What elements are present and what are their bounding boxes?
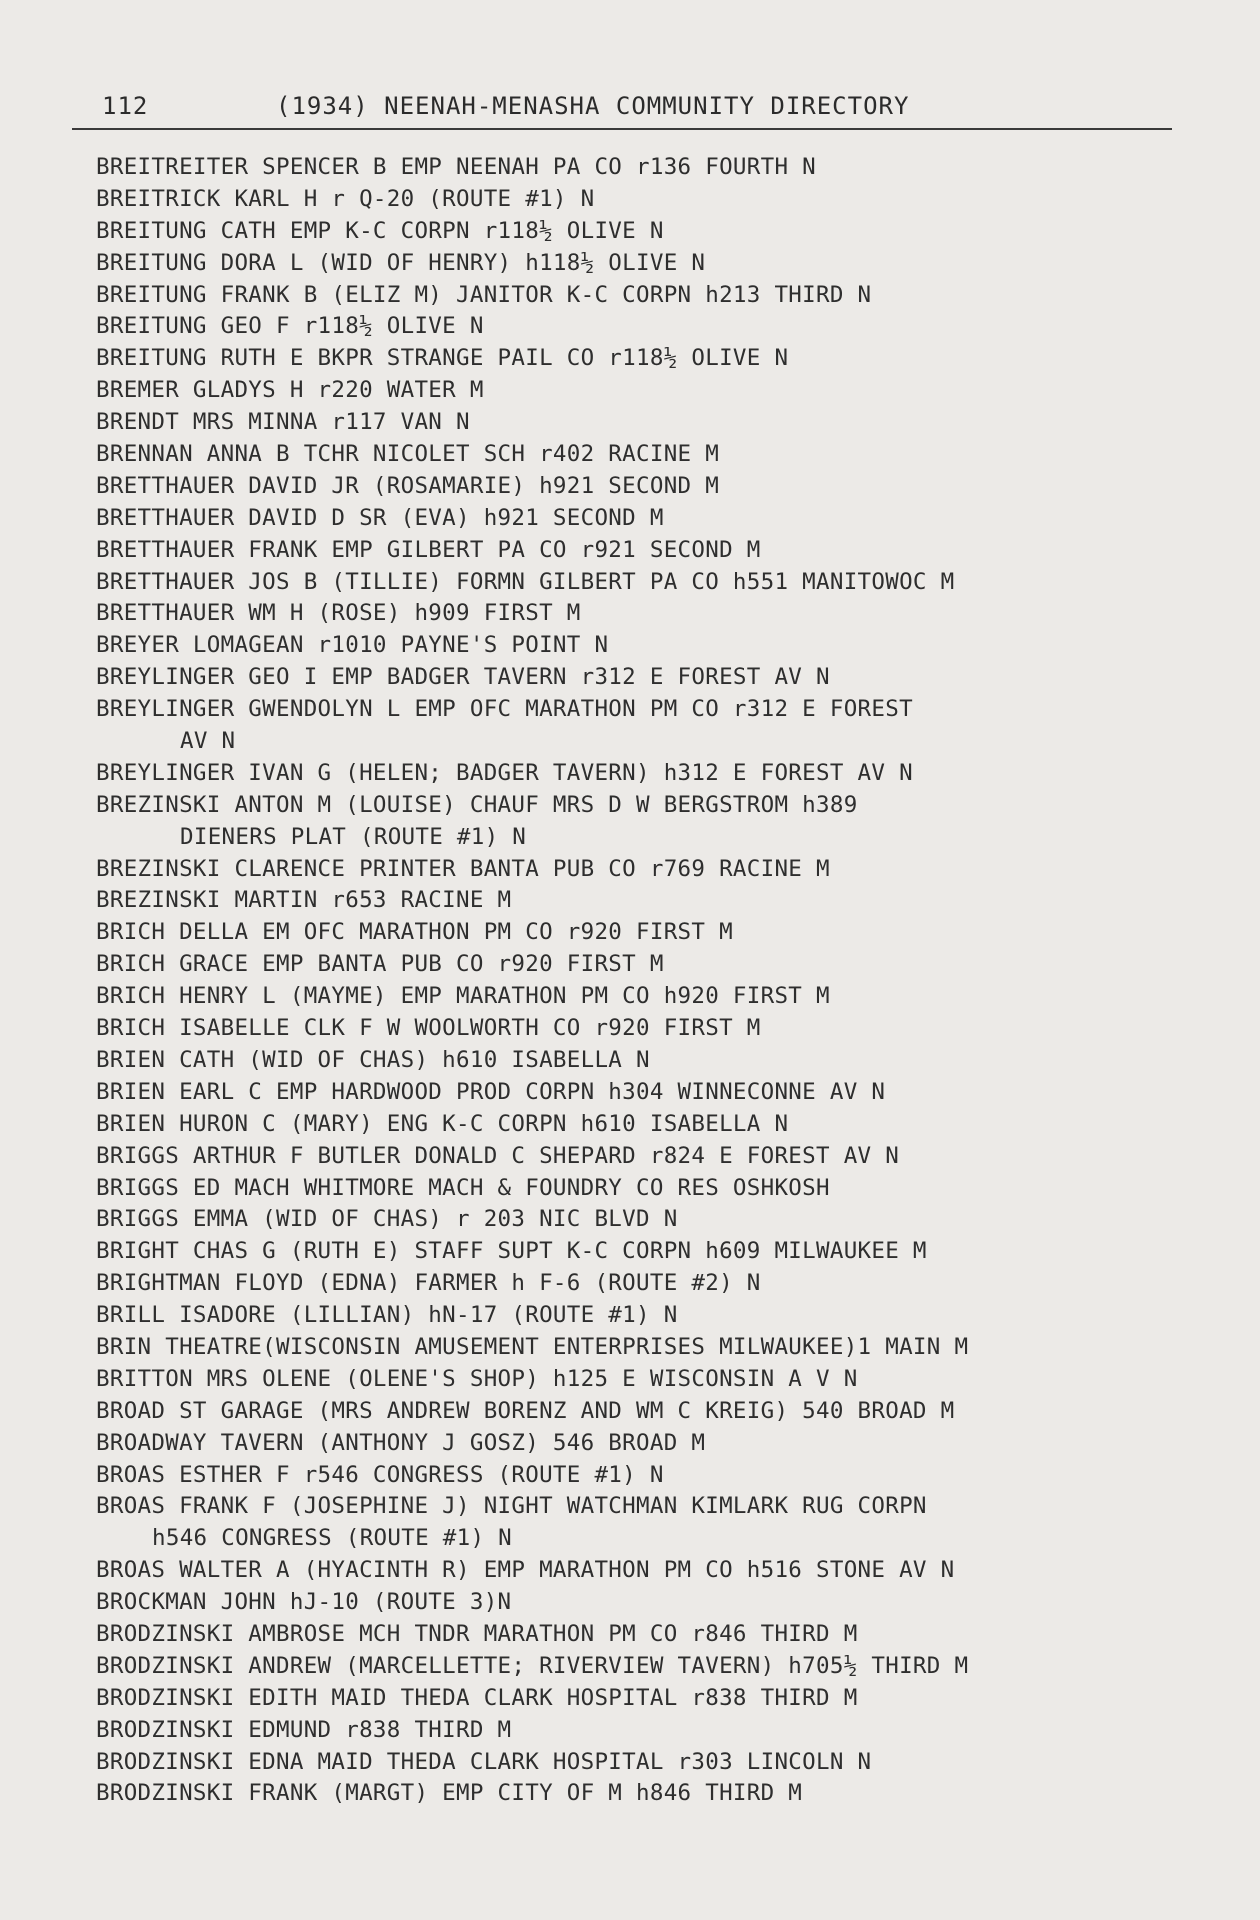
directory-entry: BRODZINSKI AMBROSE MCH TNDR MARATHON PM CO r846 THIRD M — [96, 1620, 858, 1647]
directory-entry: BREITUNG GEO F r118½ OLIVE N — [96, 313, 484, 340]
directory-entry: BRIGGS ED MACH WHITMORE MACH & FOUNDRY CO RES OSHKOSH — [96, 1174, 830, 1201]
directory-entry: BREYLINGER IVAN G (HELEN; BADGER TAVERN) h312 E FOREST AV N — [96, 759, 913, 786]
directory-entry: BROAS ESTHER F r546 CONGRESS (ROUTE #1) N — [96, 1461, 664, 1488]
directory-entry: BREZINSKI ANTON M (LOUISE) CHAUF MRS D W BERGSTROM h389 — [96, 791, 858, 818]
directory-entry: BRETTHAUER DAVID D SR (EVA) h921 SECOND M — [96, 504, 664, 531]
directory-entry: BRODZINSKI ANDREW (MARCELLETTE; RIVERVIEW TAVERN) h705½ THIRD M — [96, 1652, 969, 1679]
running-title: (1934) NEENAH-MENASHA COMMUNITY DIRECTORY — [276, 92, 910, 120]
directory-entry: BRICH DELLA EM OFC MARATHON PM CO r920 FIRST M — [96, 919, 733, 946]
directory-entry: BRODZINSKI EDNA MAID THEDA CLARK HOSPITAL r303 LINCOLN N — [96, 1748, 872, 1775]
page-header — [96, 92, 1170, 126]
directory-entry: BREITUNG RUTH E BKPR STRANGE PAIL CO r118½ OLIVE N — [96, 345, 789, 372]
directory-entry: BRIGGS EMMA (WID OF CHAS) r 203 NIC BLVD N — [96, 1206, 678, 1233]
directory-entry: BRIN THEATRE(WISCONSIN AMUSEMENT ENTERPRISES MILWAUKEE)1 MAIN M — [96, 1333, 969, 1360]
directory-entry: BREITREITER SPENCER B EMP NEENAH PA CO r136 FOURTH N — [96, 154, 816, 180]
directory-entry: BRICH GRACE EMP BANTA PUB CO r920 FIRST M — [96, 951, 664, 978]
directory-entry: BRENDT MRS MINNA r117 VAN N — [96, 409, 470, 436]
directory-entry: BRICH ISABELLE CLK F W WOOLWORTH CO r920 FIRST M — [96, 1015, 761, 1042]
directory-entry: BRETTHAUER FRANK EMP GILBERT PA CO r921 SECOND M — [96, 536, 761, 563]
directory-entry: BRIEN HURON C (MARY) ENG K-C CORPN h610 ISABELLA N — [96, 1110, 789, 1137]
directory-entry: BRIGHTMAN FLOYD (EDNA) FARMER h F-6 (ROUTE #2) N — [96, 1270, 761, 1297]
directory-entry: BRITTON MRS OLENE (OLENE'S SHOP) h125 E WISCONSIN A V N — [96, 1365, 858, 1392]
directory-entry: BROAD ST GARAGE (MRS ANDREW BORENZ AND WM C KREIG) 540 BROAD M — [96, 1397, 955, 1424]
directory-entry: BREZINSKI MARTIN r653 RACINE M — [96, 887, 512, 914]
directory-entry: BRODZINSKI EDITH MAID THEDA CLARK HOSPITAL r838 THIRD M — [96, 1684, 858, 1711]
directory-entry: BREITUNG FRANK B (ELIZ M) JANITOR K-C CORPN h213 THIRD N — [96, 281, 872, 308]
directory-entry: BRODZINSKI EDMUND r838 THIRD M — [96, 1716, 512, 1743]
directory-entry: BREITRICK KARL H r Q-20 (ROUTE #1) N — [96, 185, 595, 212]
directory-entry: BRICH HENRY L (MAYME) EMP MARATHON PM CO h920 FIRST M — [96, 983, 830, 1010]
directory-entry: BROAS FRANK F (JOSEPHINE J) NIGHT WATCHMAN KIMLARK RUG CORPN — [96, 1493, 927, 1520]
directory-entry: BROAS WALTER A (HYACINTH R) EMP MARATHON PM CO h516 STONE AV N — [96, 1557, 955, 1584]
directory-entry: BRENNAN ANNA B TCHR NICOLET SCH r402 RACINE M — [96, 441, 720, 468]
directory-entry: BROADWAY TAVERN (ANTHONY J GOSZ) 546 BROAD M — [96, 1429, 706, 1456]
header-rule — [72, 128, 1172, 130]
page-number: 112 — [102, 92, 149, 120]
directory-entry: BRIEN EARL C EMP HARDWOOD PROD CORPN h304 WINNECONNE AV N — [96, 1078, 886, 1105]
directory-entry: BRILL ISADORE (LILLIAN) hN-17 (ROUTE #1) N — [96, 1302, 678, 1329]
directory-entry: BRIGHT CHAS G (RUTH E) STAFF SUPT K-C CORPN h609 MILWAUKEE M — [96, 1238, 927, 1265]
directory-entry: BREYLINGER GWENDOLYN L EMP OFC MARATHON PM CO r312 E FOREST — [96, 696, 913, 723]
directory-entry: BRETTHAUER WM H (ROSE) h909 FIRST M — [96, 600, 581, 627]
directory-entries — [96, 152, 1206, 1810]
directory-entry: BRETTHAUER DAVID JR (ROSAMARIE) h921 SECOND M — [96, 472, 720, 499]
directory-entry: BREYLINGER GEO I EMP BADGER TAVERN r312 E FOREST AV N — [96, 664, 830, 691]
directory-entry: BREMER GLADYS H r220 WATER M — [96, 377, 484, 404]
directory-entry: BRODZINSKI FRANK (MARGT) EMP CITY OF M h846 THIRD M — [96, 1780, 803, 1807]
directory-entry: BRIEN CATH (WID OF CHAS) h610 ISABELLA N — [96, 1046, 650, 1073]
directory-entry-continuation: AV N — [180, 728, 236, 755]
directory-entry: BRIGGS ARTHUR F BUTLER DONALD C SHEPARD r824 E FOREST AV N — [96, 1142, 900, 1169]
directory-entry: BREITUNG CATH EMP K-C CORPN r118½ OLIVE N — [96, 217, 664, 244]
directory-entry-continuation: h546 CONGRESS (ROUTE #1) N — [152, 1525, 512, 1552]
directory-entry-continuation: DIENERS PLAT (ROUTE #1) N — [180, 823, 527, 850]
directory-entry: BROCKMAN JOHN hJ-10 (ROUTE 3)N — [96, 1589, 512, 1616]
directory-entry: BREYER LOMAGEAN r1010 PAYNE'S POINT N — [96, 632, 609, 659]
directory-entry: BRETTHAUER JOS B (TILLIE) FORMN GILBERT PA CO h551 MANITOWOC M — [96, 568, 955, 595]
directory-entry: BREITUNG DORA L (WID OF HENRY) h118½ OLIVE N — [96, 249, 706, 276]
directory-entry: BREZINSKI CLARENCE PRINTER BANTA PUB CO r769 RACINE M — [96, 855, 830, 882]
